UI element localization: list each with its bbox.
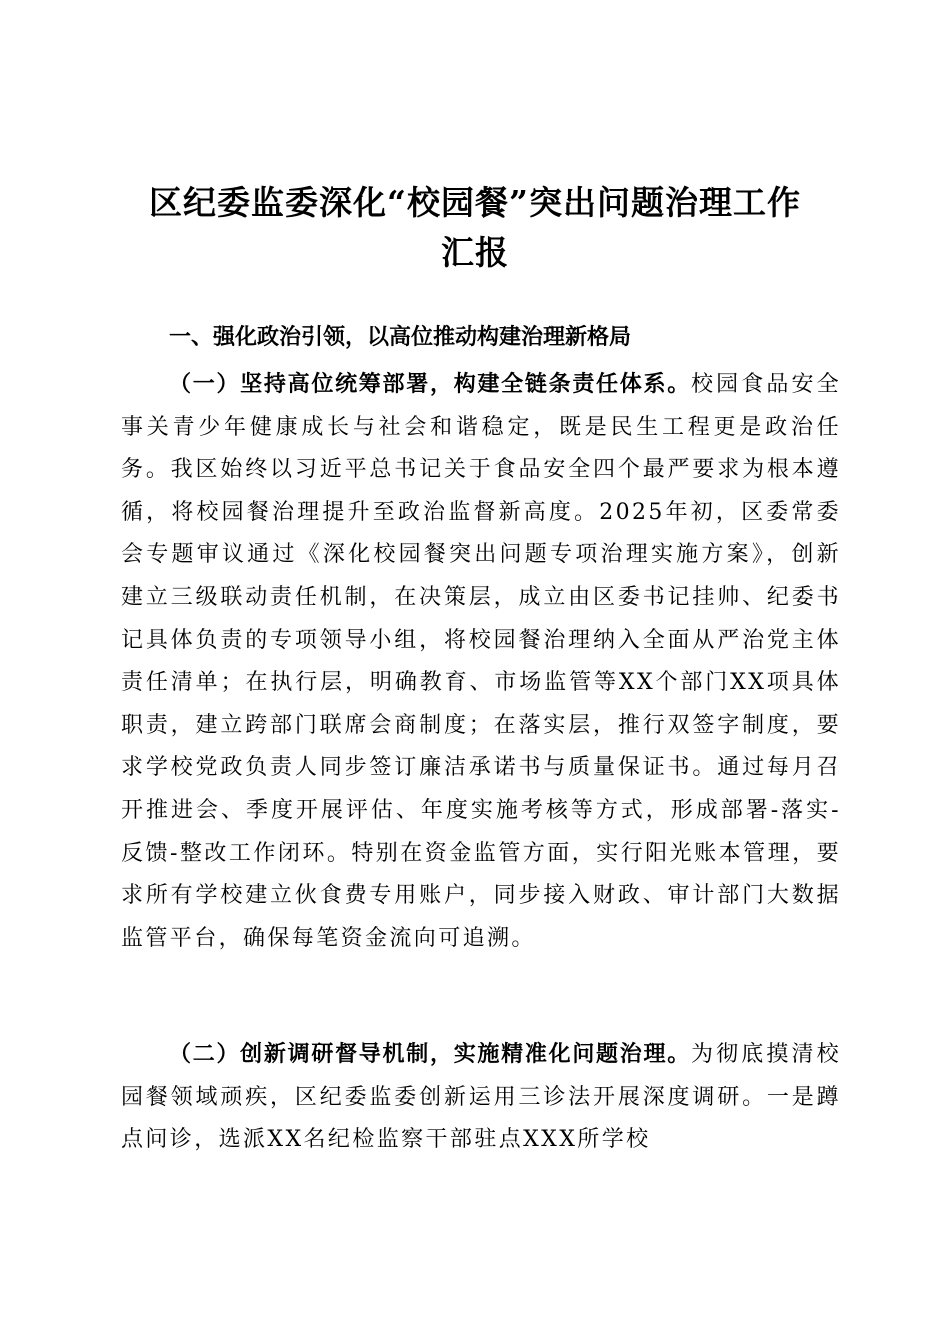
paragraph-2-text: 为彻底摸清校园餐领域顽疾，区纪委监委创新运用三诊法开展深度调研。一是蹲点问诊，选派XX名纪检监察干部驻点XXX所学校	[121, 1042, 841, 1153]
section-heading-1: 一、强化政治引领，以高位推动构建治理新格局	[169, 325, 632, 350]
document-title	[110, 178, 840, 278]
paragraph-1-text: 校园食品安全事关青少年健康成长与社会和谐稳定，既是民生工程更是政治任务。我区始终以习近平总书记关于食品安全四个最严要求为根本遵循，将校园餐治理提升至政治监督新高度。2025年初，区委常委会专题审议通过《深化校园餐突出问题专项治理实施方案》，创新建立三级联动责任机制，在决策层，成立由区委书记挂帅、纪委书记具体负责的专项领导小组，将校园餐治理纳入全面从严治党主体责任清单；在执行层，明确教育、市场监管等XX个部门XX项具体职责，建立跨部门联席会商制度；在落实层，推行双签字制度，要求学校党政负责人同步签订廉洁承诺书与质量保证书。通过每月召开推进会、季度开展评估、年度实施考核等方式，形成部署-落实-反馈-整改工作闭环。特别在资金监管方面，实行阳光账本管理，要求所有学校建立伙食费专用账户，同步接入财政、审计部门大数据监管平台，确保每笔资金流向可追溯。	[121, 372, 841, 951]
paragraph-2-subheading: （二）创新调研督导机制，实施精准化问题治理。	[169, 1042, 691, 1067]
title-line-2: 汇报	[441, 233, 509, 272]
title-line-1: 区纪委监委深化“校园餐”突出问题治理工作	[149, 183, 801, 222]
paragraph-2	[121, 1034, 841, 1162]
paragraph-1-subheading: （一）坚持高位统筹部署，构建全链条责任体系。	[169, 372, 691, 397]
paragraph-1	[121, 364, 841, 960]
